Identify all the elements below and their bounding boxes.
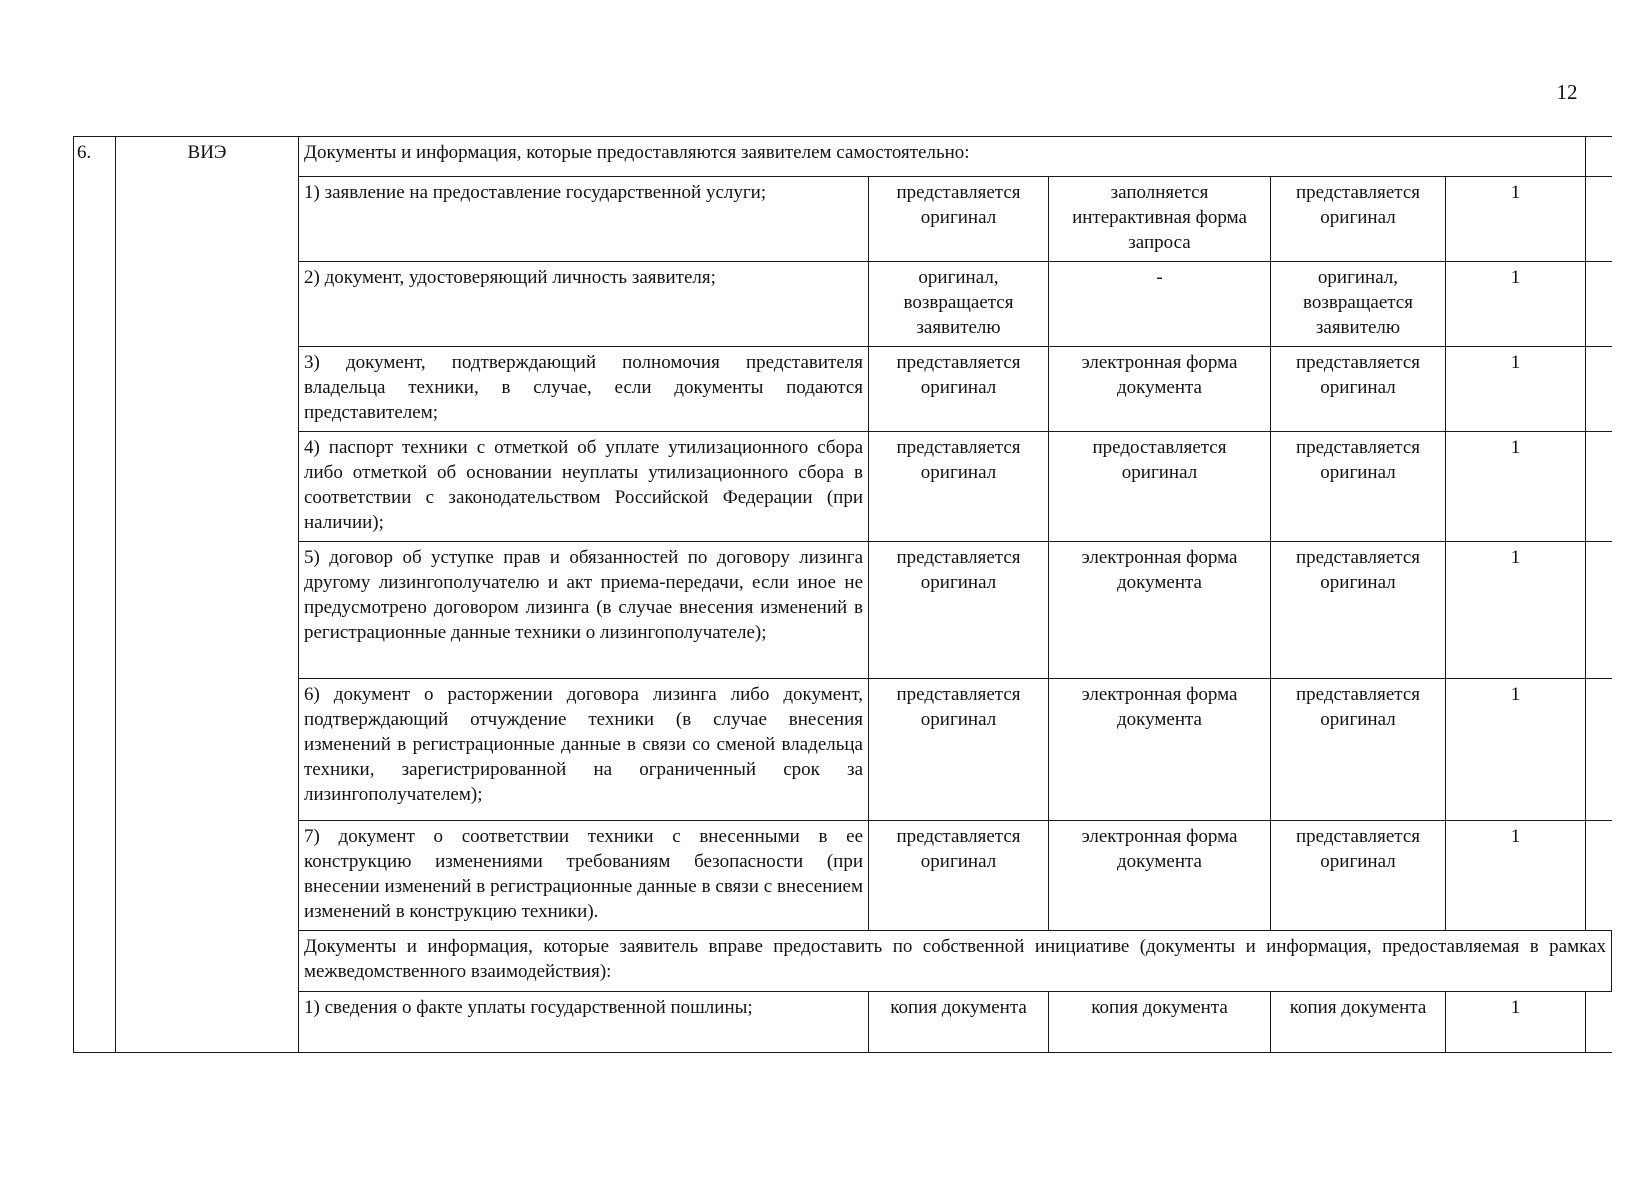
col-d-cell: 1 bbox=[1446, 347, 1586, 432]
empty-cell bbox=[1586, 992, 1612, 1053]
table-row bbox=[74, 262, 1612, 347]
document-cell: 6) документ о расторжении договора лизинга либо документ, подтверждающий отчуждение техники (в случае внесения изменений в регистрационные данные в связи со сменой владельца техники, зарегистрированной на ограниченный срок за лизингополучателем); bbox=[299, 679, 869, 821]
document-cell: 3) документ, подтверждающий полномочия представителя владельца техники, в случае, если документы подаются представителем; bbox=[299, 347, 869, 432]
col-d-cell: 1 bbox=[1446, 679, 1586, 821]
table-row bbox=[74, 992, 1612, 1053]
col-b-cell: заполняется интерактивная форма запроса bbox=[1049, 177, 1271, 262]
col-c-cell: оригинал, возвращается заявителю bbox=[1271, 262, 1446, 347]
empty-cell bbox=[1586, 432, 1612, 542]
col-d-cell: 1 bbox=[1446, 821, 1586, 931]
empty-cell bbox=[1586, 679, 1612, 821]
col-a-cell: оригинал, возвращается заявителю bbox=[869, 262, 1049, 347]
col-b-cell: электронная форма документа bbox=[1049, 347, 1271, 432]
empty-cell bbox=[1586, 262, 1612, 347]
document-cell: 2) документ, удостоверяющий личность заявителя; bbox=[299, 262, 869, 347]
page-number: 12 bbox=[1556, 80, 1578, 104]
col-c-cell: представляется оригинал bbox=[1271, 542, 1446, 679]
table-row bbox=[74, 432, 1612, 542]
section1-title: Документы и информация, которые предоставляются заявителем самостоятельно: bbox=[299, 137, 1586, 177]
table-row bbox=[74, 821, 1612, 931]
col-b-cell: предоставляется оригинал bbox=[1049, 432, 1271, 542]
empty-cell bbox=[1586, 137, 1612, 177]
col-b-cell: электронная форма документа bbox=[1049, 542, 1271, 679]
col-d-cell: 1 bbox=[1446, 432, 1586, 542]
table-row bbox=[74, 137, 1612, 177]
document-cell: 1) заявление на предоставление государственной услуги; bbox=[299, 177, 869, 262]
col-a-cell: представляется оригинал bbox=[869, 679, 1049, 821]
col-b-cell: электронная форма документа bbox=[1049, 821, 1271, 931]
col-b-cell: копия документа bbox=[1049, 992, 1271, 1053]
service-code-cell: ВИЭ bbox=[116, 137, 299, 1053]
col-a-cell: копия документа bbox=[869, 992, 1049, 1053]
table-row bbox=[74, 177, 1612, 262]
col-d-cell: 1 bbox=[1446, 542, 1586, 679]
empty-cell bbox=[1586, 177, 1612, 262]
col-a-cell: представляется оригинал bbox=[869, 432, 1049, 542]
col-d-cell: 1 bbox=[1446, 177, 1586, 262]
col-d-cell: 1 bbox=[1446, 992, 1586, 1053]
col-a-cell: представляется оригинал bbox=[869, 177, 1049, 262]
col-c-cell: представляется оригинал bbox=[1271, 347, 1446, 432]
col-c-cell: представляется оригинал bbox=[1271, 679, 1446, 821]
col-b-cell: электронная форма документа bbox=[1049, 679, 1271, 821]
empty-cell bbox=[1586, 347, 1612, 432]
section2-title: Документы и информация, которые заявитель вправе предоставить по собственной инициативе (документы и информация, предоставляемая в рамках межведомственного взаимодействия): bbox=[299, 931, 1612, 992]
empty-cell bbox=[1586, 542, 1612, 679]
document-cell: 7) документ о соответствии техники с внесенными в ее конструкцию изменениями требованиям безопасности (при внесении изменений в регистрационные данные в связи с внесением изменений в конструкцию техники). bbox=[299, 821, 869, 931]
documents-table bbox=[73, 136, 1612, 1053]
col-b-cell: - bbox=[1049, 262, 1271, 347]
table-row bbox=[74, 931, 1612, 992]
row-number-cell: 6. bbox=[74, 137, 116, 1053]
col-a-cell: представляется оригинал bbox=[869, 347, 1049, 432]
document-cell: 5) договор об уступке прав и обязанностей по договору лизинга другому лизингополучателю и акт приема-передачи, если иное не предусмотрено договором лизинга (в случае внесения изменений в регистрационные данные техники о лизингополучателе); bbox=[299, 542, 869, 679]
table-row bbox=[74, 542, 1612, 679]
empty-cell bbox=[1586, 821, 1612, 931]
document-cell: 4) паспорт техники с отметкой об уплате утилизационного сбора либо отметкой об основании неуплаты утилизационного сбора в соответствии с законодательством Российской Федерации (при наличии); bbox=[299, 432, 869, 542]
col-a-cell: представляется оригинал bbox=[869, 821, 1049, 931]
col-c-cell: представляется оригинал bbox=[1271, 821, 1446, 931]
col-d-cell: 1 bbox=[1446, 262, 1586, 347]
col-c-cell: представляется оригинал bbox=[1271, 177, 1446, 262]
table-row bbox=[74, 679, 1612, 821]
table-row bbox=[74, 347, 1612, 432]
col-a-cell: представляется оригинал bbox=[869, 542, 1049, 679]
col-c-cell: представляется оригинал bbox=[1271, 432, 1446, 542]
col-c-cell: копия документа bbox=[1271, 992, 1446, 1053]
document-cell: 1) сведения о факте уплаты государственной пошлины; bbox=[299, 992, 869, 1053]
